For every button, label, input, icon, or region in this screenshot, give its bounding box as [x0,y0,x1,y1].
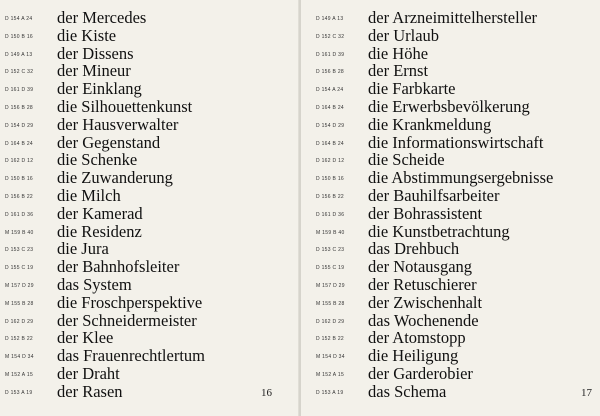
list-item [0,116,299,134]
entry-word: die Froschperspektive [57,292,203,312]
list-item [0,187,299,205]
list-item [301,116,600,134]
entry-code: D 154 D 29 [316,122,345,129]
list-item [301,205,600,223]
entry-code: M 159 B 40 [5,229,34,236]
entry-word: die Abstimmungsergebnisse [368,168,554,188]
entry-word: das Drehbuch [368,239,460,259]
entry-code: D 162 D 12 [5,158,34,165]
list-item [301,258,600,276]
list-item [301,134,600,152]
list-item [301,276,600,294]
entry-word: der Kamerad [57,203,143,223]
entry-code: D 164 B 24 [316,140,345,147]
entry-code: D 164 B 24 [5,140,34,147]
list-item [0,347,299,365]
entry-code: M 155 B 28 [316,300,345,307]
entry-code: D 161 D 39 [316,51,345,58]
entry-code: D 152 C 32 [5,69,34,76]
entry-code: M 157 D 29 [5,283,34,289]
entry-word: der Arzneimittelhersteller [368,8,538,27]
entry-word: der Klee [57,328,114,348]
entry-word: der Draht [57,364,120,383]
entry-code: D 149 A 13 [5,51,33,58]
entry-code: D 156 B 22 [5,194,34,200]
entry-word: die Krankmeldung [368,114,492,134]
entry-code: M 157 D 29 [316,283,345,289]
entry-word: der Bohrassistent [368,203,483,223]
list-item [0,151,299,169]
entry-code: D 153 A 19 [316,389,344,396]
right-page [301,0,600,416]
entry-code: D 156 B 28 [316,69,345,76]
entry-word: die Informationswirtschaft [368,132,544,152]
entry-word: der Atomstopp [368,328,466,348]
entry-word: der Gegenstand [57,132,161,152]
list-item [0,98,299,116]
entry-code: M 154 D 34 [316,354,345,361]
list-item [0,80,299,98]
list-item [301,151,600,169]
list-item [0,258,299,276]
list-item [0,9,299,27]
entry-code: D 154 D 29 [5,122,34,129]
entry-code: D 150 B 16 [316,176,345,183]
entry-code: M 152 A 15 [316,372,345,378]
list-item [301,312,600,330]
entry-word: die Erwerbsbevölkerung [368,97,530,116]
entry-word: der Urlaub [368,25,440,45]
list-item [301,223,600,241]
entry-code: D 156 B 28 [5,105,34,111]
list-item [301,294,600,312]
entry-word: der Mineur [57,61,131,81]
entry-word: das Wochenende [368,310,479,330]
entry-word: der Bauhilfsarbeiter [368,186,500,205]
list-item [0,276,299,294]
list-item [0,312,299,330]
list-item [0,294,299,312]
entry-word: die Zuwanderung [57,168,173,188]
entry-code: D 149 A 13 [316,16,344,22]
entry-code: M 152 A 15 [5,372,34,378]
entry-code: D 154 A 24 [316,87,344,94]
entry-word: die Scheide [368,150,445,170]
entry-code: D 154 A 24 [5,16,33,22]
list-item [301,329,600,347]
entry-code: D 150 B 16 [5,176,34,183]
entry-word: der Schneidermeister [57,310,197,330]
entry-word: der Zwischenhalt [368,292,483,312]
entry-word: das Frauenrechtlertum [57,346,205,366]
left-page [0,0,299,416]
entry-word: die Höhe [368,43,429,63]
list-item [301,169,600,187]
entry-code: D 164 B 24 [316,105,345,111]
entry-code: D 153 A 19 [5,389,33,396]
list-item [0,223,299,241]
entry-word: das Schema [368,381,447,401]
entry-word: der Einklang [57,79,142,99]
entry-word: die Jura [57,239,109,259]
entry-word: der Hausverwalter [57,114,179,134]
entry-word: die Kunstbetrachtung [368,221,510,241]
entry-word: der Retuschierer [368,275,477,294]
entry-word: der Dissens [57,43,134,63]
entry-word: der Garderobier [368,364,473,383]
list-item [301,365,600,383]
entry-word: der Ernst [368,61,429,81]
entry-word: der Bahnhofsleiter [57,257,180,277]
list-item [301,347,600,365]
entry-code: D 162 D 12 [316,158,345,165]
entry-word: die Milch [57,186,121,205]
entry-code: D 153 C 23 [5,247,34,254]
entry-code: D 161 D 36 [5,211,34,218]
list-item [301,383,600,401]
list-item [0,205,299,223]
list-item [301,187,600,205]
list-item [0,27,299,45]
entry-code: M 159 B 40 [316,229,345,236]
list-item [301,45,600,63]
entry-word: die Farbkarte [368,79,456,99]
entry-code: D 161 D 39 [5,87,34,94]
entry-code: D 150 B 16 [5,33,34,40]
entry-code: M 155 B 28 [5,300,34,307]
entry-code: D 162 D 29 [5,318,34,325]
entry-code: D 153 C 23 [316,247,345,254]
entry-code: D 161 D 36 [316,211,345,218]
list-item [0,365,299,383]
list-item [301,62,600,80]
entry-word: die Silhouettenkunst [57,97,193,116]
entry-word: die Kiste [57,25,117,45]
list-item [0,45,299,63]
entry-code: D 152 C 32 [316,33,345,40]
page-number-left: 16 [261,387,272,399]
list-item [0,240,299,258]
list-item [0,62,299,80]
entry-code: D 162 D 29 [316,318,345,325]
entry-code: M 154 D 34 [5,354,34,361]
list-item [0,134,299,152]
entry-code: D 152 B 22 [316,336,345,343]
entry-word: der Notausgang [368,257,473,277]
entry-word: die Schenke [57,150,138,170]
entry-word: die Residenz [57,221,142,241]
entry-word: die Heiligung [368,346,459,366]
list-item [0,169,299,187]
list-item [301,80,600,98]
entry-word: der Mercedes [57,8,147,27]
entry-code: D 152 B 22 [5,336,34,343]
entry-word: der Rasen [57,381,123,401]
entry-code: D 155 C 19 [316,265,345,272]
entry-code: D 156 B 22 [316,194,345,200]
entry-word: das System [57,275,132,294]
list-item [301,27,600,45]
list-item [0,329,299,347]
list-item [301,98,600,116]
page-number-right: 17 [581,387,592,399]
list-item [301,9,600,27]
list-item [0,383,299,401]
list-item [301,240,600,258]
entry-code: D 155 C 19 [5,265,34,272]
